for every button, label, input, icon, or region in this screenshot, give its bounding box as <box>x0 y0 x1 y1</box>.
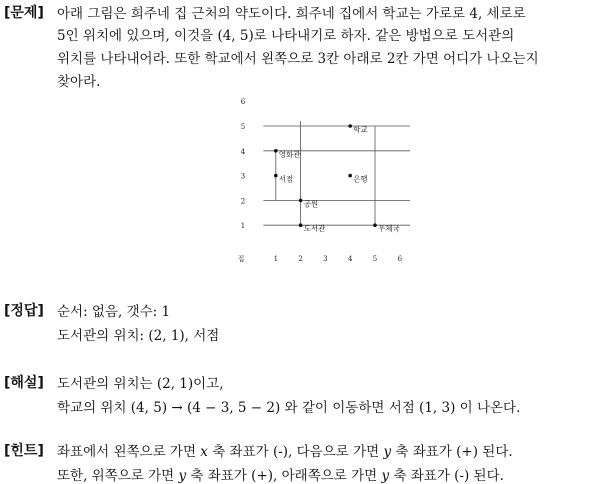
hint-line-1-var-2: y <box>383 444 392 460</box>
explanation-line-2: 학교의 위치 (4, 5) → (4 − 3, 5 − 2) 와 같이 이동하면 서점 (1, 3) 이 나온다. <box>57 400 521 416</box>
y-tick-label: 5 <box>240 123 246 131</box>
problem-line-1: 아래 그림은 희주네 집 근처의 약도이다. 희주네 집에서 학교는 가로로 4, 세로로 <box>57 6 526 22</box>
hint-line-2 <box>57 464 504 484</box>
problem-line-2: 5인 위치에 있으며, 이것을 (4, 5)로 나타내기로 하자. 같은 방법으로 도서관의 <box>57 28 515 44</box>
y-tick-label: 1 <box>240 222 246 231</box>
answer-label: [정답] <box>4 303 44 319</box>
answer-line-2: 도서관의 위치: (2, 1), 서점 <box>57 328 220 344</box>
place-point <box>299 199 303 203</box>
place-point <box>299 223 303 227</box>
place-point <box>274 149 278 153</box>
x-tick-label: 1 <box>273 255 279 263</box>
x-tick-label: 5 <box>372 255 378 263</box>
place-label: 영화관 <box>278 149 301 159</box>
y-tick-label: 4 <box>240 147 246 156</box>
place-label: 공원 <box>303 199 319 209</box>
answer-line-1: 순서: 없음, 갯수: 1 <box>57 304 171 320</box>
hint-line-1-text-c: 축 좌표가 (+) 된다. <box>391 444 513 460</box>
x-tick-label: 4 <box>347 255 353 263</box>
hint-label: [힌트] <box>4 443 44 459</box>
map-figure <box>235 98 410 264</box>
place-label: 은행 <box>353 174 368 184</box>
place-point <box>373 223 377 227</box>
place-point <box>348 174 352 178</box>
explanation-line-1: 도서관의 위치는 (2, 1)이고, <box>57 376 224 392</box>
place-label: 우체국 <box>378 224 400 234</box>
y-tick-label: 6 <box>240 98 246 107</box>
place-label: 학교 <box>353 125 368 134</box>
hint-line-2-text-b: 축 좌표가 (+), 아래쪽으로 가면 <box>186 468 382 484</box>
hint-line-2-text-c: 축 좌표가 (-) 된다. <box>389 468 504 484</box>
hint-line-1-text-b: 축 좌표가 (-), 다음으로 가면 <box>207 444 384 460</box>
x-tick-label: 집 <box>237 255 245 263</box>
problem-label: [문제] <box>4 5 44 21</box>
explanation-label: [해설] <box>4 375 44 391</box>
place-label: 서점 <box>278 174 294 184</box>
hint-line-1-text-a: 좌표에서 왼쪽으로 가면 <box>57 444 201 460</box>
y-tick-label: 2 <box>240 197 246 206</box>
place-point <box>348 124 352 128</box>
x-tick-label: 3 <box>323 255 328 263</box>
problem-line-4: 찾아라. <box>57 74 101 90</box>
place-point <box>274 174 278 178</box>
hint-line-2-var-2: y <box>381 468 390 484</box>
hint-line-2-var-1: y <box>178 468 187 484</box>
x-tick-label: 6 <box>397 255 403 263</box>
problem-line-3: 위치를 나타내어라. 또한 학교에서 왼쪽으로 3칸 아래로 2칸 가면 어디가 나오는지 <box>57 51 539 67</box>
hint-line-2-text-a: 또한, 위쪽으로 가면 <box>57 468 179 484</box>
y-tick-label: 3 <box>240 172 246 181</box>
place-label: 도서관 <box>303 224 326 234</box>
hint-line-1-var-1: x <box>200 444 208 460</box>
hint-line-1 <box>57 440 513 460</box>
x-tick-label: 2 <box>298 255 303 263</box>
